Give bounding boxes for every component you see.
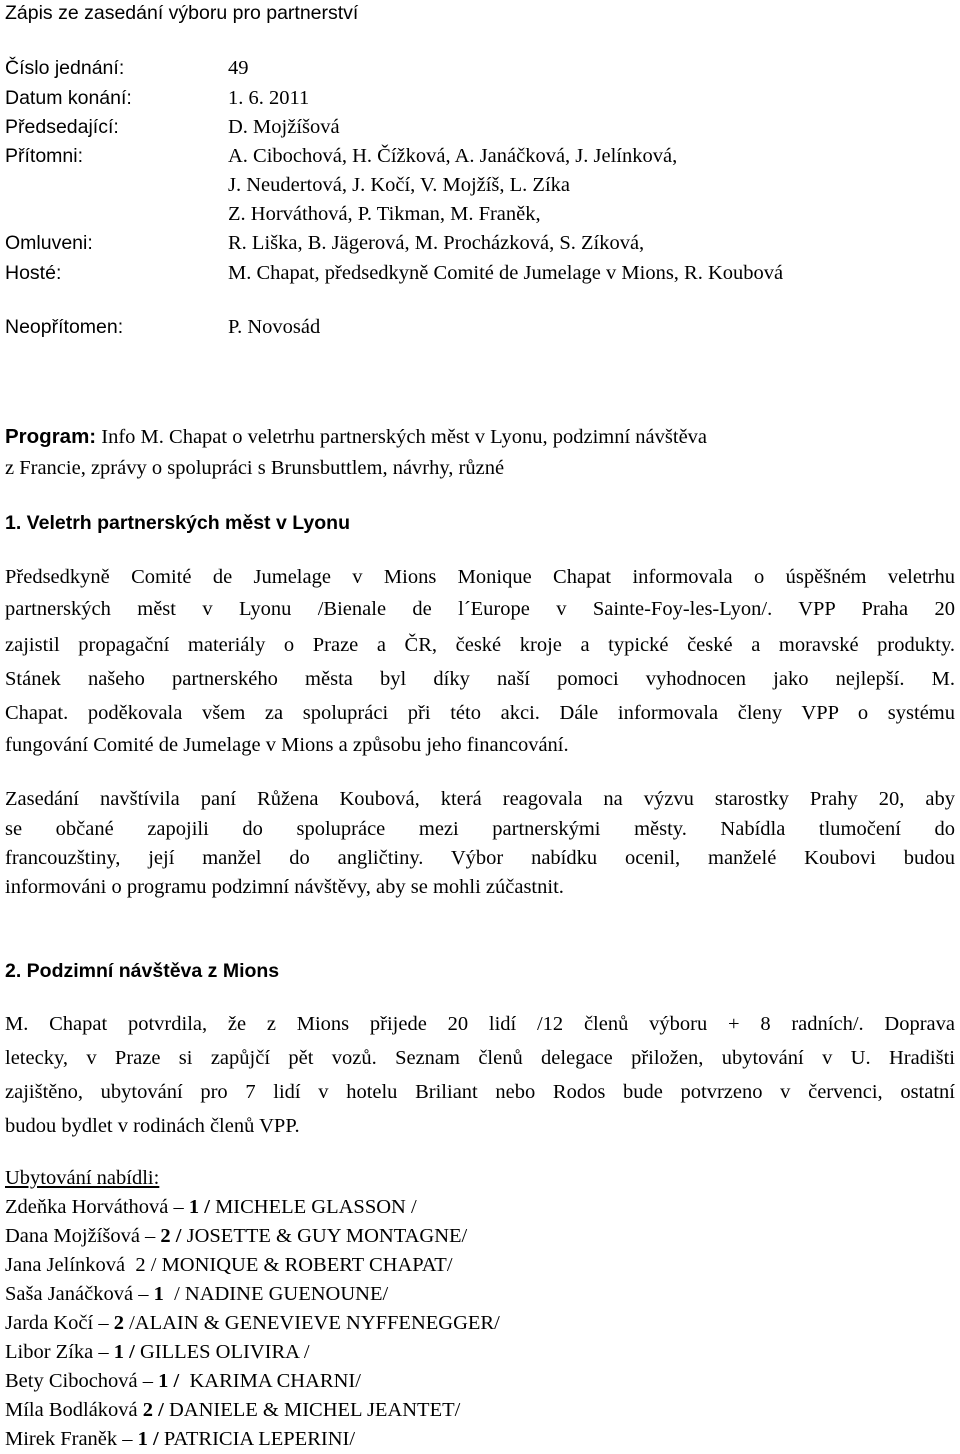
section2-heading: 2. Podzimní návštěva z Mions	[5, 960, 280, 982]
section1-para1-line: Předsedkyně Comité de Jumelage v Mions Monique Chapat informovala o úspěšném veletrhu	[5, 566, 955, 588]
host-count: 1 /	[188, 1196, 210, 1218]
program-text: Info M. Chapat o veletrhu partnerských měst v Lyonu, podzimní návštěva	[101, 426, 708, 448]
host-count: 1 /	[158, 1370, 180, 1392]
section1-heading: 1. Veletrh partnerských měst v Lyonu	[5, 512, 350, 534]
program-label: Program:	[5, 425, 97, 448]
host-row	[5, 1254, 453, 1277]
section2-para-line: budou bydlet v rodinách členů VPP.	[5, 1115, 300, 1137]
host-row	[5, 1283, 388, 1306]
meta-predsedajici-value: D. Mojžíšová	[228, 116, 340, 138]
section1-para1-line: Stánek našeho partnerského města byl díky naší pomoci vyhodnocen jako nejlepší. M.	[5, 668, 955, 690]
host-row	[5, 1341, 310, 1364]
host-sep: –	[117, 1428, 138, 1450]
section2-para-line: M. Chapat potvrdila, že z Mions přijede 20 lidí /12 členů výboru + 8 radních/. Doprava	[5, 1013, 955, 1035]
section1-para1-line: zajistil propagační materiály o Praze a ČR, české kroje a typické české a moravské produkty.	[5, 634, 955, 656]
host-name: Dana Mojžíšová	[5, 1225, 140, 1247]
document-title: Zápis ze zasedání výboru pro partnerství	[5, 2, 359, 24]
meta-omluveni-label: Omluveni:	[5, 232, 93, 254]
host-sep: –	[93, 1312, 114, 1334]
host-name: Libor Zíka	[5, 1341, 94, 1363]
section2-para-line: letecky, v Praze si zapůjčí pět vozů. Seznam členů delegace přiložen, ubytování v U. Hradišti	[5, 1047, 955, 1069]
host-name: Zdeňka Horváthová	[5, 1196, 169, 1218]
host-guests: DANIELE & MICHEL JEANTET/	[163, 1399, 461, 1421]
meta-neopritomen-value: P. Novosád	[228, 316, 321, 338]
section1-para1-line: Chapat. poděkovala všem za spolupráci při této akci. Dále informovala členy VPP o systému	[5, 702, 955, 724]
section1-para2-line: Zasedání navštívila paní Růžena Koubová, která reagovala na výzvu starostky Prahy 20, aby	[5, 788, 955, 810]
meta-hoste-value: M. Chapat, předsedkyně Comité de Jumelage v Mions, R. Koubová	[228, 262, 784, 284]
host-name: Saša Janáčková	[5, 1283, 134, 1305]
meta-cislo-label: Číslo jednání:	[5, 57, 125, 79]
host-count: 1	[153, 1283, 164, 1305]
section1-para2-line: informováni o programu podzimní návštěvy, aby se mohli zúčastnit.	[5, 876, 564, 898]
host-count: 1 /	[113, 1341, 135, 1363]
meta-predsedajici-label: Předsedající:	[5, 116, 119, 138]
host-count: 2 /	[142, 1399, 164, 1421]
section2-para-line: zajištěno, ubytování pro 7 lidí v hotelu Briliant nebo Rodos bude potvrzeno v červenci, ostatní	[5, 1081, 955, 1103]
host-sep: –	[93, 1341, 114, 1363]
host-guests: JOSETTE & GUY MONTAGNE/	[181, 1225, 468, 1247]
meta-cislo-value: 49	[228, 57, 249, 79]
host-row	[5, 1428, 355, 1451]
section1-para1-line: fungování Comité de Jumelage v Mions a způsobu jeho financování.	[5, 734, 569, 756]
host-name: Jana Jelínková	[5, 1254, 126, 1276]
host-name: Míla Bodláková	[5, 1399, 138, 1421]
host-guests: / NADINE GUENOUNE/	[163, 1283, 389, 1305]
host-count: 2	[113, 1312, 124, 1334]
host-sep: 2 /	[125, 1254, 162, 1276]
host-guests: GILLES OLIVIRA /	[134, 1341, 310, 1363]
host-guests: KARIMA CHARNI/	[179, 1370, 361, 1392]
meta-pritomni-line: Z. Horváthová, P. Tikman, M. Franěk,	[228, 203, 541, 225]
meta-pritomni-line: A. Cibochová, H. Čížková, A. Janáčková, J. Jelínková,	[228, 145, 678, 167]
meta-datum-value: 1. 6. 2011	[228, 87, 310, 109]
host-count: 2 /	[160, 1225, 182, 1247]
program-line-2: z Francie, zprávy o spolupráci s Brunsbuttlem, návrhy, různé	[5, 457, 505, 479]
section1-para2-line: se občané zapojili do spolupráce mezi partnerskými městy. Nabídla tlumočení do	[5, 818, 955, 840]
meta-datum-label: Datum konání:	[5, 87, 132, 109]
host-row	[5, 1225, 467, 1248]
host-name: Jarda Kočí	[5, 1312, 94, 1334]
host-guests: MICHELE GLASSON /	[209, 1196, 417, 1218]
host-sep: –	[137, 1370, 159, 1392]
meta-hoste-label: Hosté:	[5, 262, 62, 284]
host-name: Bety Cibochová	[5, 1370, 138, 1392]
section1-para1-line: partnerských měst v Lyonu /Bienale de l´Europe v Sainte-Foy-les-Lyon/. VPP Praha 20	[5, 598, 955, 620]
meta-pritomni-label: Přítomni:	[5, 145, 84, 167]
host-row	[5, 1399, 460, 1422]
host-sep: –	[133, 1283, 154, 1305]
meta-neopritomen-label: Neopřítomen:	[5, 316, 124, 338]
section1-para2-line: francouzštiny, její manžel do angličtiny. Výbor nabídku ocenil, manželé Koubovi budou	[5, 847, 955, 869]
host-row	[5, 1196, 417, 1219]
host-guests: MONIQUE & ROBERT CHAPAT/	[161, 1254, 453, 1276]
program-line	[5, 425, 707, 449]
meta-pritomni-line: J. Neudertová, J. Kočí, V. Mojžíš, L. Zíka	[228, 174, 571, 196]
host-guests: PATRICIA LEPERINI/	[158, 1428, 356, 1450]
host-guests: /ALAIN & GENEVIEVE NYFFENEGGER/	[123, 1312, 500, 1334]
host-count: 1 /	[137, 1428, 159, 1450]
host-sep: –	[168, 1196, 189, 1218]
host-name: Mirek Franěk	[5, 1428, 118, 1450]
host-row	[5, 1370, 361, 1393]
meta-omluveni-value: R. Liška, B. Jägerová, M. Procházková, S. Zíková,	[228, 232, 645, 254]
host-sep: –	[139, 1225, 161, 1247]
host-row	[5, 1312, 500, 1335]
ubytovani-label: Ubytování nabídli:	[5, 1167, 160, 1189]
